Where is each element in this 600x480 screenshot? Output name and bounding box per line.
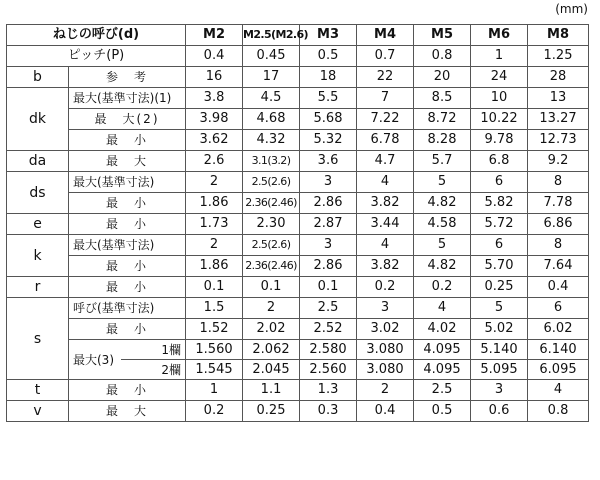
screw-dimension-table <box>6 24 589 422</box>
symbol-s: s <box>7 298 69 380</box>
value-cell: 1 <box>471 46 528 67</box>
value-cell: 0.4 <box>528 277 589 298</box>
value-cell: 4.32 <box>243 130 300 151</box>
value-cell: 5.70 <box>471 256 528 277</box>
value-cell: 6 <box>471 235 528 256</box>
value-cell: 2.02 <box>243 319 300 340</box>
value-cell: 3 <box>471 380 528 401</box>
value-cell: 1 <box>186 380 243 401</box>
table-row <box>7 235 589 256</box>
symbol-v: v <box>7 401 69 422</box>
value-cell: 3 <box>300 235 357 256</box>
value-cell: 10.22 <box>471 109 528 130</box>
value-cell: 0.8 <box>414 46 471 67</box>
value-cell: 10 <box>471 88 528 109</box>
value-cell: 0.1 <box>186 277 243 298</box>
value-cell: 2 <box>186 235 243 256</box>
value-cell: 2.86 <box>300 256 357 277</box>
table-row <box>7 401 589 422</box>
value-cell: 2.52 <box>300 319 357 340</box>
row-label: 最 大 <box>69 401 186 422</box>
value-cell: 0.3 <box>300 401 357 422</box>
value-cell: 6 <box>471 172 528 193</box>
symbol-k: k <box>7 235 69 277</box>
value-cell: 4.7 <box>357 151 414 172</box>
value-cell: 4.58 <box>414 214 471 235</box>
value-cell: 3.8 <box>186 88 243 109</box>
value-cell: 3 <box>300 172 357 193</box>
value-cell: 2.30 <box>243 214 300 235</box>
row-label: 最 小 <box>69 277 186 298</box>
value-cell: 4.095 <box>414 360 471 380</box>
value-cell: 1.560 <box>186 340 243 360</box>
size-header: M6 <box>471 25 528 46</box>
value-cell: 3.080 <box>357 340 414 360</box>
s-column-label: 2欄 <box>121 360 186 380</box>
value-cell: 4 <box>414 298 471 319</box>
value-cell: 5.7 <box>414 151 471 172</box>
value-cell: 1.73 <box>186 214 243 235</box>
row-label: 最 小 <box>69 319 186 340</box>
value-cell: 2.36(2.46) <box>243 256 300 277</box>
table-row <box>7 46 589 67</box>
value-cell: 5.140 <box>471 340 528 360</box>
value-cell: 3.82 <box>357 256 414 277</box>
value-cell: 2.580 <box>300 340 357 360</box>
value-cell: 4.82 <box>414 256 471 277</box>
value-cell: 16 <box>186 67 243 88</box>
value-cell: 2.87 <box>300 214 357 235</box>
value-cell: 5 <box>471 298 528 319</box>
size-header: M3 <box>300 25 357 46</box>
value-cell: 3.44 <box>357 214 414 235</box>
value-cell: 8.28 <box>414 130 471 151</box>
table-row <box>7 193 589 214</box>
value-cell: 3.6 <box>300 151 357 172</box>
symbol-da: da <box>7 151 69 172</box>
size-header: M4 <box>357 25 414 46</box>
value-cell: 3.080 <box>357 360 414 380</box>
symbol-b: b <box>7 67 69 88</box>
row-label: 最大(基準寸法) <box>69 172 186 193</box>
table-row <box>7 214 589 235</box>
value-cell: 5.82 <box>471 193 528 214</box>
value-cell: 2.062 <box>243 340 300 360</box>
table-row <box>7 25 589 46</box>
value-cell: 9.78 <box>471 130 528 151</box>
value-cell: 7.22 <box>357 109 414 130</box>
row-label: 最 大(2) <box>69 109 186 130</box>
value-cell: 17 <box>243 67 300 88</box>
header-label: ねじの呼び(d) <box>7 25 186 46</box>
value-cell: 0.1 <box>243 277 300 298</box>
row-label: 最 大 <box>69 151 186 172</box>
value-cell: 28 <box>528 67 589 88</box>
value-cell: 2.86 <box>300 193 357 214</box>
value-cell: 12.73 <box>528 130 589 151</box>
table-row <box>7 172 589 193</box>
value-cell: 0.5 <box>300 46 357 67</box>
table-body <box>7 25 589 422</box>
s-max-label: 最大(3) <box>69 340 121 380</box>
value-cell: 0.5 <box>414 401 471 422</box>
row-label: 最 小 <box>69 380 186 401</box>
value-cell: 4 <box>528 380 589 401</box>
value-cell: 6.140 <box>528 340 589 360</box>
value-cell: 1.86 <box>186 193 243 214</box>
value-cell: 2.045 <box>243 360 300 380</box>
value-cell: 4 <box>357 172 414 193</box>
table-row <box>7 109 589 130</box>
symbol-ds: ds <box>7 172 69 214</box>
pitch-label: ピッチ(P) <box>7 46 186 67</box>
value-cell: 8.5 <box>414 88 471 109</box>
value-cell: 3.82 <box>357 193 414 214</box>
value-cell: 6 <box>528 298 589 319</box>
value-cell: 22 <box>357 67 414 88</box>
value-cell: 1.3 <box>300 380 357 401</box>
value-cell: 2.5 <box>300 298 357 319</box>
value-cell: 3 <box>357 298 414 319</box>
value-cell: 3.1(3.2) <box>243 151 300 172</box>
symbol-e: e <box>7 214 69 235</box>
value-cell: 5 <box>414 235 471 256</box>
table-row <box>7 298 589 319</box>
value-cell: 2.5(2.6) <box>243 235 300 256</box>
value-cell: 0.2 <box>414 277 471 298</box>
size-header: M8 <box>528 25 589 46</box>
value-cell: 6.095 <box>528 360 589 380</box>
value-cell: 0.8 <box>528 401 589 422</box>
value-cell: 18 <box>300 67 357 88</box>
value-cell: 0.45 <box>243 46 300 67</box>
value-cell: 3.02 <box>357 319 414 340</box>
value-cell: 5.72 <box>471 214 528 235</box>
value-cell: 0.7 <box>357 46 414 67</box>
value-cell: 4.5 <box>243 88 300 109</box>
value-cell: 4.095 <box>414 340 471 360</box>
value-cell: 1.545 <box>186 360 243 380</box>
value-cell: 1.86 <box>186 256 243 277</box>
value-cell: 6.78 <box>357 130 414 151</box>
value-cell: 0.6 <box>471 401 528 422</box>
size-header: M2 <box>186 25 243 46</box>
value-cell: 5.095 <box>471 360 528 380</box>
table-row <box>7 277 589 298</box>
row-label: 参 考 <box>69 67 186 88</box>
value-cell: 2 <box>357 380 414 401</box>
value-cell: 9.2 <box>528 151 589 172</box>
value-cell: 0.2 <box>186 401 243 422</box>
value-cell: 8 <box>528 172 589 193</box>
unit-label: (mm) <box>555 2 588 16</box>
table-row <box>7 340 589 360</box>
value-cell: 0.1 <box>300 277 357 298</box>
value-cell: 2.6 <box>186 151 243 172</box>
value-cell: 13.27 <box>528 109 589 130</box>
table-row <box>7 88 589 109</box>
value-cell: 7 <box>357 88 414 109</box>
value-cell: 7.64 <box>528 256 589 277</box>
value-cell: 4 <box>357 235 414 256</box>
value-cell: 4.02 <box>414 319 471 340</box>
table-row <box>7 256 589 277</box>
value-cell: 4.82 <box>414 193 471 214</box>
value-cell: 20 <box>414 67 471 88</box>
row-label: 最大(基準寸法)(1) <box>69 88 186 109</box>
value-cell: 2 <box>186 172 243 193</box>
table-row <box>7 380 589 401</box>
value-cell: 1.5 <box>186 298 243 319</box>
symbol-dk: dk <box>7 88 69 151</box>
value-cell: 5.02 <box>471 319 528 340</box>
size-header: M2.5(M2.6) <box>243 25 300 46</box>
value-cell: 0.4 <box>186 46 243 67</box>
table-row <box>7 130 589 151</box>
value-cell: 6.8 <box>471 151 528 172</box>
table-row <box>7 319 589 340</box>
value-cell: 2.5 <box>414 380 471 401</box>
value-cell: 5.32 <box>300 130 357 151</box>
value-cell: 1.25 <box>528 46 589 67</box>
s-column-label: 1欄 <box>121 340 186 360</box>
row-label: 呼び(基準寸法) <box>69 298 186 319</box>
value-cell: 1.52 <box>186 319 243 340</box>
value-cell: 7.78 <box>528 193 589 214</box>
value-cell: 8.72 <box>414 109 471 130</box>
value-cell: 2.560 <box>300 360 357 380</box>
value-cell: 6.86 <box>528 214 589 235</box>
value-cell: 0.4 <box>357 401 414 422</box>
symbol-r: r <box>7 277 69 298</box>
value-cell: 3.98 <box>186 109 243 130</box>
symbol-t: t <box>7 380 69 401</box>
row-label: 最 小 <box>69 193 186 214</box>
value-cell: 6.02 <box>528 319 589 340</box>
value-cell: 5.5 <box>300 88 357 109</box>
value-cell: 0.25 <box>243 401 300 422</box>
value-cell: 24 <box>471 67 528 88</box>
size-header: M5 <box>414 25 471 46</box>
table-row <box>7 67 589 88</box>
table-row <box>7 151 589 172</box>
value-cell: 4.68 <box>243 109 300 130</box>
value-cell: 2.5(2.6) <box>243 172 300 193</box>
value-cell: 5.68 <box>300 109 357 130</box>
row-label: 最 小 <box>69 130 186 151</box>
value-cell: 2 <box>243 298 300 319</box>
value-cell: 3.62 <box>186 130 243 151</box>
row-label: 最大(基準寸法) <box>69 235 186 256</box>
value-cell: 13 <box>528 88 589 109</box>
value-cell: 0.2 <box>357 277 414 298</box>
value-cell: 8 <box>528 235 589 256</box>
value-cell: 5 <box>414 172 471 193</box>
row-label: 最 小 <box>69 256 186 277</box>
value-cell: 1.1 <box>243 380 300 401</box>
value-cell: 0.25 <box>471 277 528 298</box>
value-cell: 2.36(2.46) <box>243 193 300 214</box>
row-label: 最 小 <box>69 214 186 235</box>
